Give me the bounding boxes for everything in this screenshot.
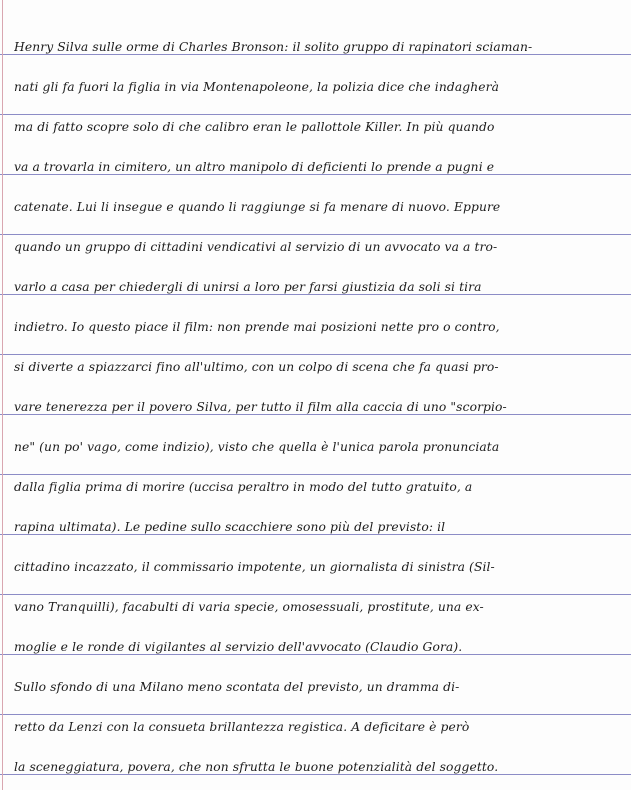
handwritten-line-14: cittadino incazzato, il commissario impotente, un giornalista di sinistra (Sil- xyxy=(14,560,495,574)
handwritten-line-8: indietro. Io questo piace il film: non prende mai posizioni nette pro o contro, xyxy=(14,320,500,334)
handwritten-line-12: dalla figlia prima di morire (uccisa peraltro in modo del tutto gratuito, a xyxy=(14,480,473,494)
handwritten-line-18: retto da Lenzi con la consueta brillantezza registica. A deficitare è però xyxy=(14,720,470,734)
handwritten-line-2: nati gli fa fuori la figlia in via Montenapoleone, la polizia dice che indagherà xyxy=(14,80,500,94)
handwritten-line-15: vano Tranquilli), facabulti di varia specie, omosessuali, prostitute, una ex- xyxy=(14,600,484,614)
handwritten-line-11: ne" (un po' vago, come indizio), visto che quella è l'unica parola pronunciata xyxy=(14,440,500,454)
handwritten-line-10: vare tenerezza per il povero Silva, per tutto il film alla caccia di uno "scorpio- xyxy=(14,400,507,414)
handwritten-line-17: Sullo sfondo di una Milano meno scontata del previsto, un dramma di- xyxy=(14,680,460,694)
handwritten-line-9: si diverte a spiazzarci fino all'ultimo, con un colpo di scena che fa quasi pro- xyxy=(14,360,499,374)
handwritten-line-13: rapina ultimata). Le pedine sullo scacchiere sono più del previsto: il xyxy=(14,520,446,534)
handwritten-line-6: quando un gruppo di cittadini vendicativi al servizio di un avvocato va a tro- xyxy=(14,240,498,254)
handwritten-line-19: la sceneggiatura, povera, che non sfrutta le buone potenzialità del soggetto. xyxy=(14,760,499,774)
handwritten-line-5: catenate. Lui li insegue e quando li raggiunge si fa menare di nuovo. Eppure xyxy=(14,200,501,214)
handwritten-line-7: varlo a casa per chiedergli di unirsi a loro per farsi giustizia da soli si tira xyxy=(14,280,482,294)
handwritten-line-1: Henry Silva sulle orme di Charles Bronson: il solito gruppo di rapinatori sciaman- xyxy=(14,40,533,54)
handwritten-line-4: va a trovarla in cimitero, un altro manipolo di deficienti lo prende a pugni e xyxy=(14,160,495,174)
margin-line xyxy=(2,0,3,790)
handwritten-line-3: ma di fatto scopre solo di che calibro eran le pallottole Killer. In più quando xyxy=(14,120,495,134)
handwritten-line-16: moglie e le ronde di vigilantes al servizio dell'avvocato (Claudio Gora). xyxy=(14,640,463,654)
